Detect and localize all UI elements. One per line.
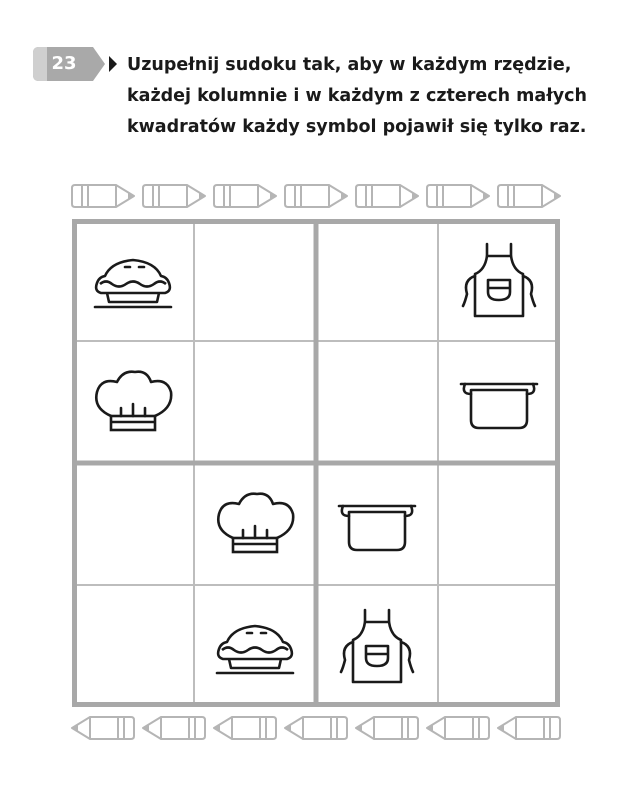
instruction-line: każdej kolumnie i w każdym z czterech małych xyxy=(127,86,587,106)
sudoku-cell-filled xyxy=(197,466,313,582)
pencil-icon xyxy=(356,185,418,207)
instruction-text xyxy=(127,50,607,143)
sudoku-cell-empty[interactable] xyxy=(75,588,191,704)
sudoku-cell-filled xyxy=(75,344,191,460)
instruction-line: Uzupełnij sudoku tak, aby w każdym rzędzie, xyxy=(127,55,572,75)
instruction-line: kwadratów każdy symbol pojawił się tylko raz. xyxy=(127,117,587,137)
sudoku-cell-filled xyxy=(197,588,313,704)
pencil-icon xyxy=(498,717,560,739)
sudoku-cell-filled xyxy=(75,222,191,338)
sudoku-cell-empty[interactable] xyxy=(441,588,557,704)
pencil-icon xyxy=(427,185,489,207)
exercise-number: 23 xyxy=(51,53,77,74)
pencil-icon xyxy=(285,185,347,207)
sudoku-cell-empty[interactable] xyxy=(441,466,557,582)
sudoku-cell-empty[interactable] xyxy=(75,466,191,582)
sudoku-cell-empty[interactable] xyxy=(197,344,313,460)
pencil-icon xyxy=(72,185,134,207)
pencil-icon xyxy=(427,717,489,739)
sudoku-cell-filled xyxy=(441,344,557,460)
pencil-icon xyxy=(356,717,418,739)
sudoku-cell-empty[interactable] xyxy=(197,222,313,338)
pencil-icon xyxy=(498,185,560,207)
pencil-icon xyxy=(214,717,276,739)
pencil-icon xyxy=(143,717,205,739)
pencil-icon xyxy=(143,185,205,207)
sudoku-cell-filled xyxy=(319,466,435,582)
sudoku-cell-empty[interactable] xyxy=(319,344,435,460)
pencil-row-top xyxy=(70,181,565,211)
pencil-icon xyxy=(214,185,276,207)
pencil-row-bottom xyxy=(70,713,565,743)
sudoku-grid xyxy=(72,219,560,707)
pencil-icon xyxy=(285,717,347,739)
sudoku-cell-empty[interactable] xyxy=(319,222,435,338)
pencil-icon xyxy=(72,717,134,739)
